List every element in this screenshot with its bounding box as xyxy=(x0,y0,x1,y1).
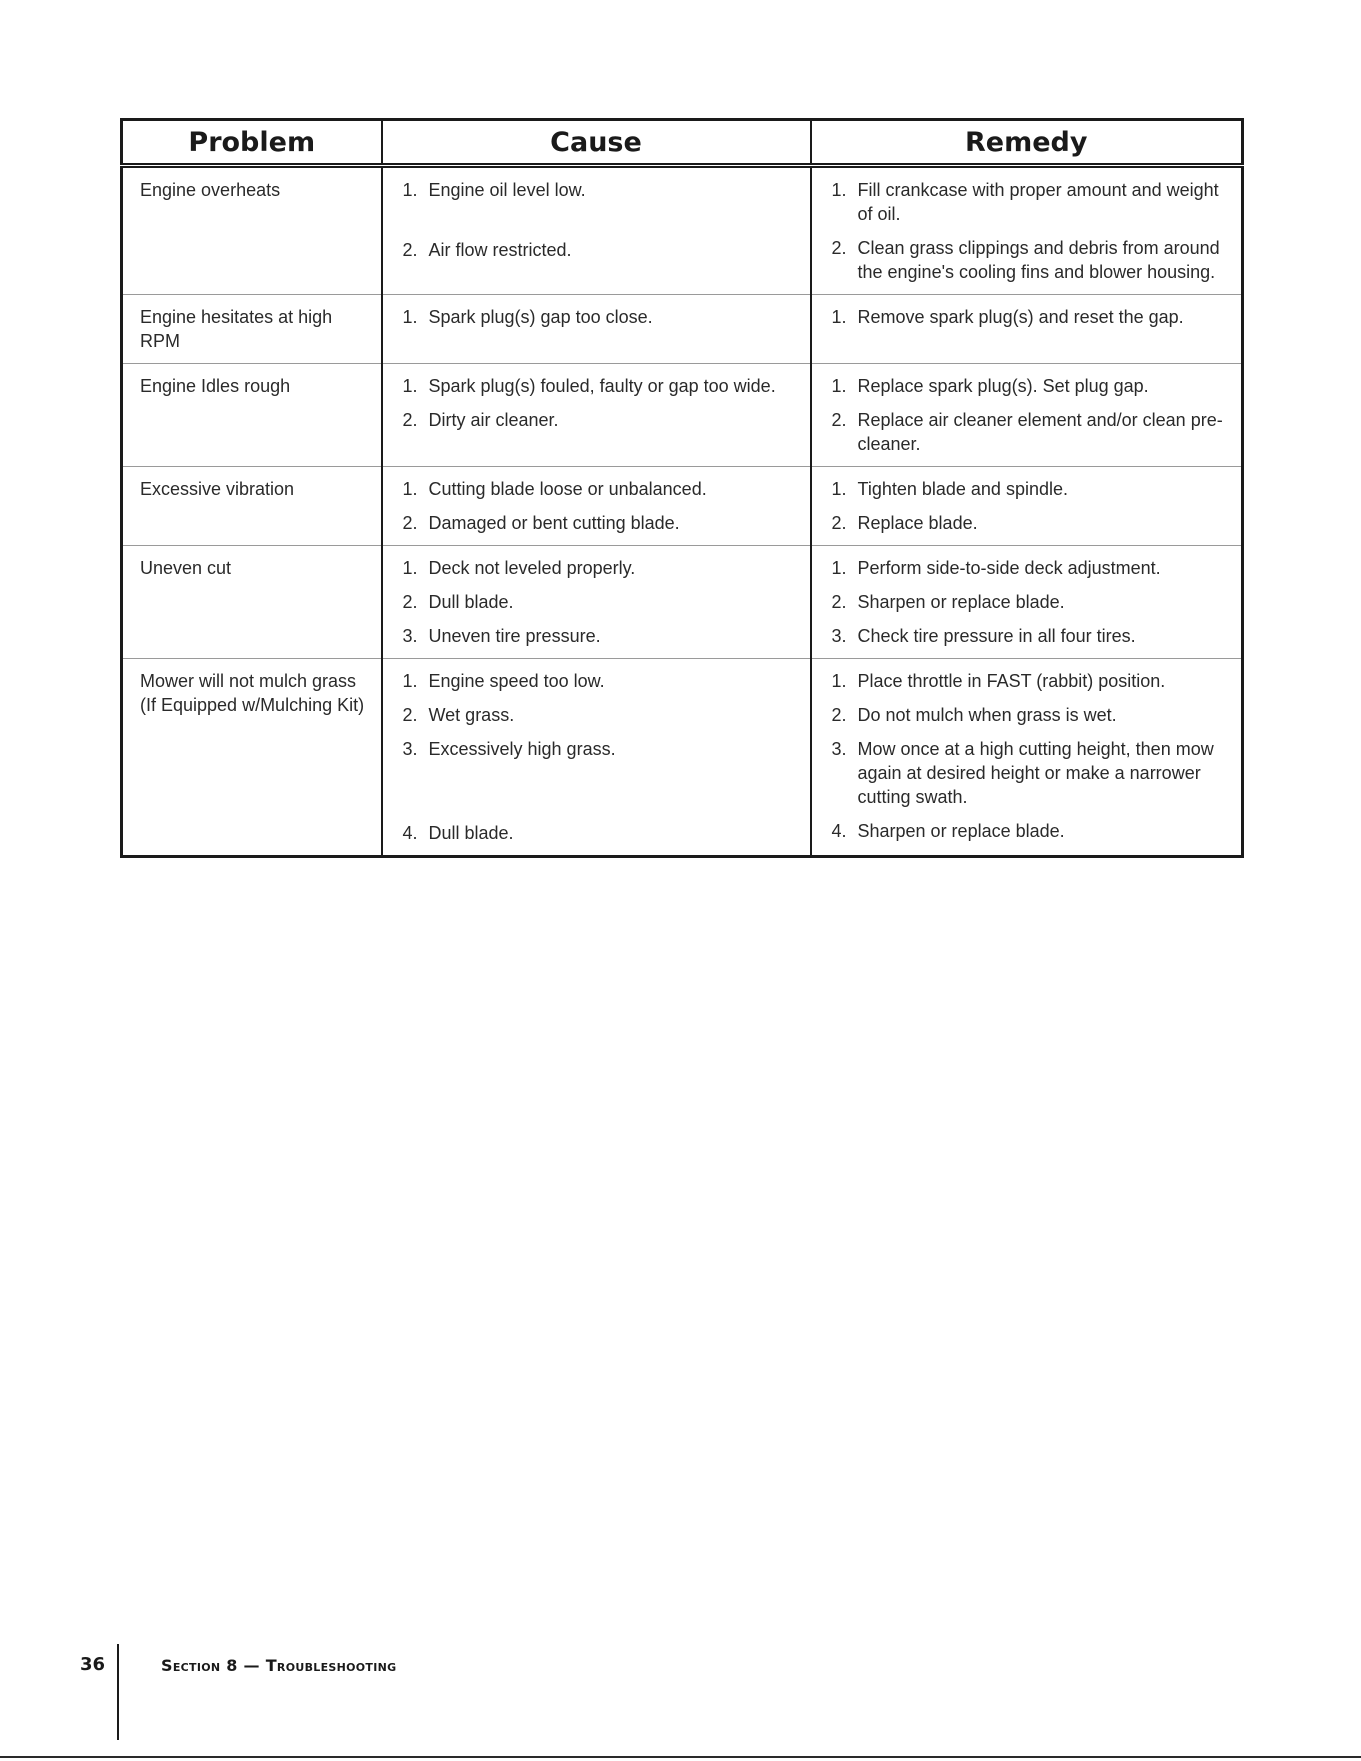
remedy-cell xyxy=(811,295,1243,364)
cause-cell xyxy=(382,467,811,546)
remedy-item: 2. Sharpen or replace blade. xyxy=(831,592,1065,612)
table-row xyxy=(122,467,1243,546)
remedy-item: 3. Check tire pressure in all four tires. xyxy=(831,626,1136,646)
remedy-cell xyxy=(811,166,1243,295)
table-row xyxy=(122,364,1243,467)
header-cause: Cause xyxy=(382,120,811,166)
cause-item: 1. Spark plug(s) gap too close. xyxy=(402,307,653,327)
remedy-item: 1. Perform side-to-side deck adjustment. xyxy=(831,558,1161,578)
troubleshooting-table xyxy=(120,118,1244,858)
cause-item: 2. Dirty air cleaner. xyxy=(402,410,559,430)
table-header-row xyxy=(122,120,1243,166)
remedy-item: 2. Clean grass clippings and debris from around the engine's cooling fins and blower housing. xyxy=(831,238,1220,282)
remedy-cell xyxy=(811,546,1243,659)
remedy-item: 2. Replace air cleaner element and/or clean pre-cleaner. xyxy=(831,410,1223,454)
table-row xyxy=(122,166,1243,295)
remedy-cell xyxy=(811,467,1243,546)
cause-cell xyxy=(382,364,811,467)
table-row xyxy=(122,546,1243,659)
remedy-item: 1. Fill crankcase with proper amount and weight of oil. xyxy=(831,180,1219,224)
cause-item: 1. Engine oil level low. xyxy=(402,180,586,200)
remedy-item: 2. Replace blade. xyxy=(831,513,978,533)
remedy-cell xyxy=(811,364,1243,467)
cause-cell xyxy=(382,166,811,295)
table-row xyxy=(122,295,1243,364)
remedy-item: 2. Do not mulch when grass is wet. xyxy=(831,705,1117,725)
cause-item: 1. Engine speed too low. xyxy=(402,671,605,691)
remedy-cell xyxy=(811,659,1243,857)
remedy-item: 3. Mow once at a high cutting height, then mow again at desired height or make a narrower cutting swath. xyxy=(831,739,1214,807)
table-row xyxy=(122,659,1243,857)
bottom-divider xyxy=(0,1756,1361,1758)
cause-cell xyxy=(382,546,811,659)
header-problem: Problem xyxy=(122,120,382,166)
cause-item: 4. Dull blade. xyxy=(402,823,514,843)
problem-cell: Excessive vibration xyxy=(122,467,382,546)
cause-item: 1. Spark plug(s) fouled, faulty or gap too wide. xyxy=(402,376,776,396)
cause-item: 2. Air flow restricted. xyxy=(402,240,572,260)
remedy-item: 1. Place throttle in FAST (rabbit) position. xyxy=(831,671,1166,691)
cause-item: 2. Damaged or bent cutting blade. xyxy=(402,513,680,533)
page-number: 36 xyxy=(80,1654,106,1675)
problem-cell: Mower will not mulch grass (If Equipped w/Mulching Kit) xyxy=(122,659,382,857)
cause-item: 2. Wet grass. xyxy=(402,705,515,725)
cause-cell xyxy=(382,295,811,364)
problem-cell: Engine Idles rough xyxy=(122,364,382,467)
remedy-item: 1. Replace spark plug(s). Set plug gap. xyxy=(831,376,1149,396)
remedy-item: 1. Tighten blade and spindle. xyxy=(831,479,1068,499)
cause-item: 1. Cutting blade loose or unbalanced. xyxy=(402,479,707,499)
remedy-item: 1. Remove spark plug(s) and reset the gap. xyxy=(831,307,1184,327)
cause-item: 3. Excessively high grass. xyxy=(402,739,616,759)
problem-cell: Engine hesitates at high RPM xyxy=(122,295,382,364)
cause-item: 3. Uneven tire pressure. xyxy=(402,626,601,646)
footer-divider xyxy=(117,1644,119,1740)
header-remedy: Remedy xyxy=(811,120,1243,166)
section-label: Section 8 — Troubleshooting xyxy=(161,1656,397,1675)
cause-item: 2. Dull blade. xyxy=(402,592,514,612)
problem-cell: Uneven cut xyxy=(122,546,382,659)
cause-item: 1. Deck not leveled properly. xyxy=(402,558,636,578)
remedy-item: 4. Sharpen or replace blade. xyxy=(831,821,1065,841)
problem-cell: Engine overheats xyxy=(122,166,382,295)
cause-cell xyxy=(382,659,811,857)
